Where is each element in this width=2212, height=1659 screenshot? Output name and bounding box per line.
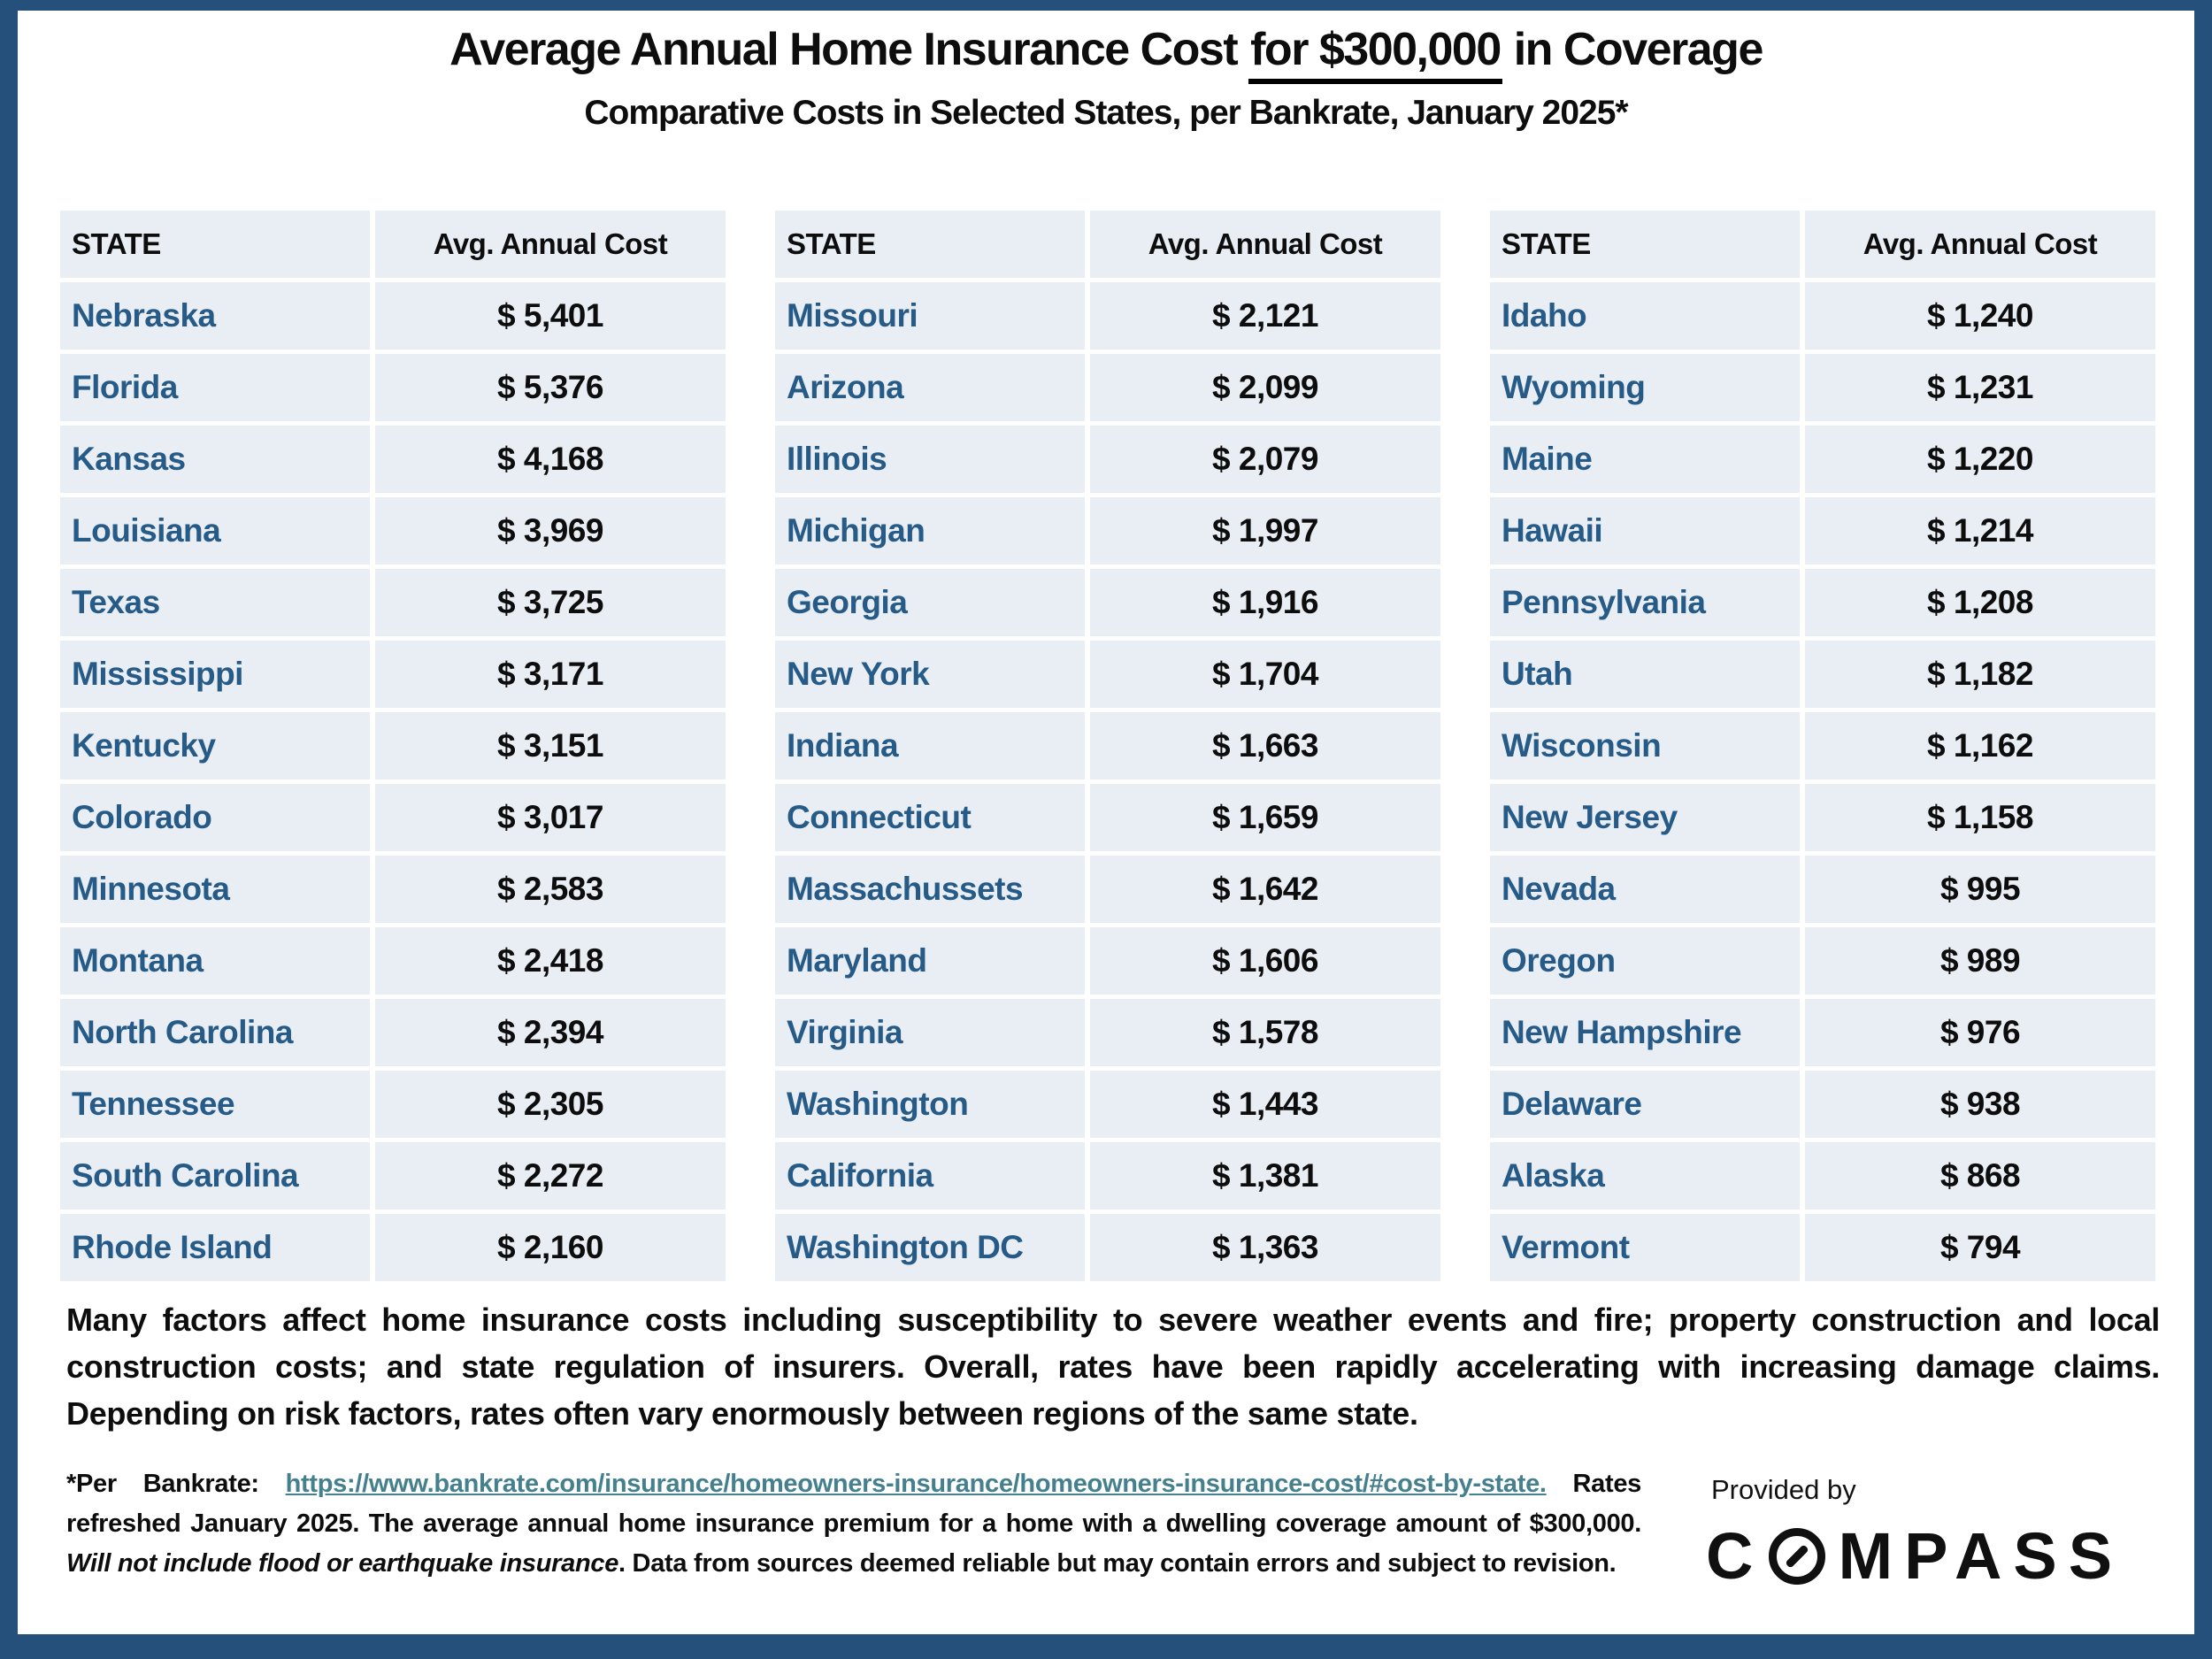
state-header-label: STATE [1502,227,1591,260]
state-cell [1490,784,1800,851]
cost-value: $ 868 [1939,1157,2021,1194]
cost-value: $ 1,659 [1212,799,1318,835]
state-name: Arizona [787,369,904,405]
cost-cell [375,1071,726,1138]
state-cell [1490,569,1800,636]
cost-value: $ 976 [1939,1014,2021,1050]
state-name: Hawaii [1502,512,1603,549]
table-row [775,927,1440,995]
state-name: Washington [787,1086,969,1122]
table-row [1490,569,2155,636]
cost-value: $ 1,997 [1212,512,1318,549]
cost-cell [1090,426,1440,493]
cost-cell [1090,282,1440,349]
table-row [1490,641,2155,708]
state-cell [775,641,1085,708]
table-row [60,641,726,708]
state-column-header [1490,211,1800,278]
state-name: Tennessee [72,1086,235,1122]
state-header-label: STATE [72,227,161,260]
state-name: Texas [72,584,160,620]
source-footnote [66,1464,1641,1584]
state-name: Wyoming [1502,369,1646,405]
cost-value: $ 1,578 [1212,1014,1318,1050]
state-name: Louisiana [72,512,221,549]
state-cell [1490,712,1800,780]
table-row [60,1142,726,1210]
state-cell [775,1214,1085,1281]
cost-value: $ 2,160 [497,1229,603,1265]
cost-cell [375,641,726,708]
cost-value: $ 2,121 [1212,297,1318,334]
cost-cell [1805,354,2155,421]
table-row [775,497,1440,565]
cost-cell [1090,784,1440,851]
cost-cell [1805,1071,2155,1138]
cost-cell [375,1214,726,1281]
compass-logo [1706,1518,2124,1594]
state-cell [775,856,1085,923]
state-cell [1490,1142,1800,1210]
state-name: Nebraska [72,297,216,334]
state-name: Delaware [1502,1086,1642,1122]
provided-by-label: Provided by [1711,1474,1856,1505]
table-row [1490,784,2155,851]
cost-value: $ 2,305 [497,1086,603,1122]
cost-cell [375,354,726,421]
cost-header-label: Avg. Annual Cost [1148,227,1383,260]
state-cell [775,712,1085,780]
state-name: Idaho [1502,297,1587,334]
state-name: Vermont [1502,1229,1630,1265]
cost-value: $ 3,969 [497,512,603,549]
table-row [60,354,726,421]
cost-value: $ 1,182 [1927,656,2033,692]
state-name: New Jersey [1502,799,1678,835]
table-header-row [775,211,1440,278]
cost-cell [375,784,726,851]
state-name: Alaska [1502,1157,1605,1194]
table-row [775,712,1440,780]
cost-value: $ 1,606 [1212,942,1318,979]
state-cell [60,1214,370,1281]
cost-cell [1090,1142,1440,1210]
state-cell [60,784,370,851]
cost-column-header [1090,211,1440,278]
state-name: Indiana [787,727,899,764]
cost-table-2 [775,211,1440,1281]
cost-cell [1090,856,1440,923]
state-cell [775,999,1085,1066]
state-name: Minnesota [72,871,230,907]
table-row [60,569,726,636]
cost-header-label: Avg. Annual Cost [1863,227,2098,260]
cost-header-label: Avg. Annual Cost [433,227,668,260]
cost-value: $ 794 [1939,1229,2021,1265]
cost-value: $ 5,376 [497,369,603,405]
state-name: Wisconsin [1502,727,1662,764]
table-row [775,856,1440,923]
cost-value: $ 2,272 [497,1157,603,1194]
state-name: Oregon [1502,942,1616,979]
cost-cell [1090,999,1440,1066]
table-row [1490,426,2155,493]
state-cell [60,426,370,493]
cost-value: $ 995 [1939,871,2021,907]
table-row [60,282,726,349]
cost-value: $ 1,704 [1212,656,1318,692]
cost-cell [375,712,726,780]
table-row [1490,712,2155,780]
cost-cell [1090,1071,1440,1138]
state-header-label: STATE [787,227,876,260]
table-row [1490,282,2155,349]
cost-cell [1090,569,1440,636]
cost-value: $ 5,401 [497,297,603,334]
state-name: Connecticut [787,799,972,835]
state-cell [775,784,1085,851]
table-row [775,282,1440,349]
state-cell [1490,354,1800,421]
cost-value: $ 989 [1939,942,2021,979]
table-row [1490,1142,2155,1210]
cost-table-1 [60,211,726,1281]
state-column-header [775,211,1085,278]
state-cell [1490,426,1800,493]
explanatory-paragraph: Many factors affect home insurance costs including susceptibility to severe weather events and fire; property construction and local construction costs; and state regulation of insurers. Overall, rates have been rapidly accelerating with increasing damage claims. Depending on risk factors, rates often vary enormously between regions of the same state. [66,1302,2160,1432]
state-name: Rhode Island [72,1229,273,1265]
page-subtitle: Comparative Costs in Selected States, per Bankrate, January 2025* [584,94,1628,132]
table-row [60,712,726,780]
cost-cell [375,927,726,995]
state-name: Massachussets [787,871,1024,907]
table-row [775,1214,1440,1281]
cost-cell [1090,927,1440,995]
table-row [1490,1071,2155,1138]
state-cell [1490,282,1800,349]
cost-value: $ 2,099 [1212,369,1318,405]
state-name: Virginia [787,1014,903,1050]
table-row [60,1071,726,1138]
title-prefix: Average Annual Home Insurance Cost [449,24,1249,75]
state-name: South Carolina [72,1157,299,1194]
cost-value: $ 3,725 [497,584,603,620]
cost-value: $ 1,381 [1212,1157,1318,1194]
table-header-row [60,211,726,278]
state-cell [60,641,370,708]
cost-value: $ 1,240 [1927,297,2033,334]
cost-cell [1805,282,2155,349]
cost-table-3 [1490,211,2155,1281]
footnote-label: *Per Bankrate: [66,1470,286,1498]
cost-value: $ 1,208 [1927,584,2033,620]
state-cell [1490,1214,1800,1281]
footnote-italic-note: Will not include flood or earthquake insurance [66,1548,619,1578]
title-underlined-amount: for $300,000 [1248,23,1502,84]
state-name: Georgia [787,584,908,620]
cost-cell [375,1142,726,1210]
state-name: Maine [1502,441,1593,477]
cost-cell [1805,999,2155,1066]
cost-value: $ 2,394 [497,1014,603,1050]
compass-logo-prefix: C [1706,1519,1765,1593]
state-cell [60,1142,370,1210]
cost-value: $ 1,162 [1927,727,2033,764]
cost-value: $ 1,363 [1212,1229,1318,1265]
state-cell [1490,497,1800,565]
cost-value: $ 1,220 [1927,441,2033,477]
cost-cell [375,999,726,1066]
cost-cell [1805,712,2155,780]
cost-value: $ 1,158 [1927,799,2033,835]
state-name: Colorado [72,799,212,835]
cost-value: $ 2,583 [497,871,603,907]
table-row [60,927,726,995]
state-cell [775,426,1085,493]
state-name: North Carolina [72,1014,293,1050]
table-row [775,784,1440,851]
table-row [60,784,726,851]
cost-value: $ 4,168 [497,441,603,477]
state-cell [1490,856,1800,923]
state-name: Michigan [787,512,926,549]
state-cell [775,354,1085,421]
cost-cell [1805,426,2155,493]
table-row [775,999,1440,1066]
state-name: Utah [1502,656,1573,692]
compass-o-icon [1769,1528,1825,1585]
state-column-header [60,211,370,278]
state-name: Florida [72,369,178,405]
footnote-suffix: . Data from sources deemed reliable but may contain errors and subject to revision. [618,1548,1617,1578]
cost-value: $ 3,151 [497,727,603,764]
cost-value: $ 2,079 [1212,441,1318,477]
footnote-middle: Rates refreshed January 2025. The average annual home insurance premium for a home with a dwelling coverage amount of $300,000. [66,1470,1641,1538]
cost-cell [1805,927,2155,995]
table-row [1490,856,2155,923]
state-name: Montana [72,942,204,979]
state-name: Illinois [787,441,887,477]
compass-logo-suffix: MPASS [1838,1519,2124,1593]
state-cell [1490,1071,1800,1138]
state-cell [60,497,370,565]
state-cell [775,1142,1085,1210]
cost-value: $ 2,418 [497,942,603,979]
cost-cell [375,856,726,923]
cost-cell [375,497,726,565]
state-name: Pennsylvania [1502,584,1706,620]
table-row [1490,999,2155,1066]
table-row [775,426,1440,493]
table-rows [60,282,726,1281]
state-name: Kentucky [72,727,216,764]
cost-value: $ 1,443 [1212,1086,1318,1122]
state-name: Washington DC [787,1229,1024,1265]
state-cell [60,927,370,995]
cost-cell [375,569,726,636]
cost-cell [375,282,726,349]
table-row [1490,1214,2155,1281]
table-rows [1490,282,2155,1281]
state-cell [1490,999,1800,1066]
state-name: New York [787,656,930,692]
compass-needle-icon [1786,1544,1810,1569]
page-title [0,23,2212,84]
table-row [60,1214,726,1281]
state-name: Missouri [787,297,918,334]
title-suffix: in Coverage [1502,24,1763,75]
bankrate-link[interactable]: https://www.bankrate.com/insurance/homeowners-insurance/homeowners-insurance-cost/#cost-by-state. [285,1470,1547,1498]
state-cell [60,354,370,421]
state-cost-tables [60,211,2155,1281]
state-cell [60,856,370,923]
cost-cell [1805,784,2155,851]
cost-cell [1090,497,1440,565]
cost-column-header [375,211,726,278]
cost-cell [1805,569,2155,636]
table-row [60,426,726,493]
state-cell [775,497,1085,565]
cost-value: $ 1,214 [1927,512,2033,549]
state-cell [775,927,1085,995]
state-cell [1490,641,1800,708]
cost-value: $ 1,642 [1212,871,1318,907]
table-row [60,497,726,565]
table-row [1490,354,2155,421]
table-header-row [1490,211,2155,278]
state-cell [1490,927,1800,995]
state-cell [775,569,1085,636]
table-row [775,1071,1440,1138]
table-row [1490,497,2155,565]
cost-value: $ 3,017 [497,799,603,835]
cost-cell [1090,641,1440,708]
table-row [775,354,1440,421]
state-cell [60,1071,370,1138]
table-row [775,569,1440,636]
state-cell [775,282,1085,349]
cost-cell [375,426,726,493]
state-cell [60,999,370,1066]
state-name: Kansas [72,441,186,477]
state-cell [60,712,370,780]
table-rows [775,282,1440,1281]
state-name: California [787,1157,933,1194]
cost-value: $ 1,231 [1927,369,2033,405]
cost-cell [1805,1214,2155,1281]
state-name: Maryland [787,942,927,979]
cost-value: $ 3,171 [497,656,603,692]
cost-cell [1805,1142,2155,1210]
state-cell [775,1071,1085,1138]
table-row [1490,927,2155,995]
state-cell [60,569,370,636]
state-cell [60,282,370,349]
cost-cell [1090,712,1440,780]
cost-column-header [1805,211,2155,278]
cost-cell [1805,497,2155,565]
cost-cell [1090,1214,1440,1281]
table-row [60,856,726,923]
table-row [775,1142,1440,1210]
state-name: Mississippi [72,656,243,692]
cost-value: $ 938 [1939,1086,2021,1122]
cost-value: $ 1,916 [1212,584,1318,620]
cost-cell [1805,856,2155,923]
table-row [775,641,1440,708]
cost-cell [1090,354,1440,421]
cost-cell [1805,641,2155,708]
table-row [60,999,726,1066]
state-name: New Hampshire [1502,1014,1742,1050]
state-name: Nevada [1502,871,1616,907]
cost-value: $ 1,663 [1212,727,1318,764]
